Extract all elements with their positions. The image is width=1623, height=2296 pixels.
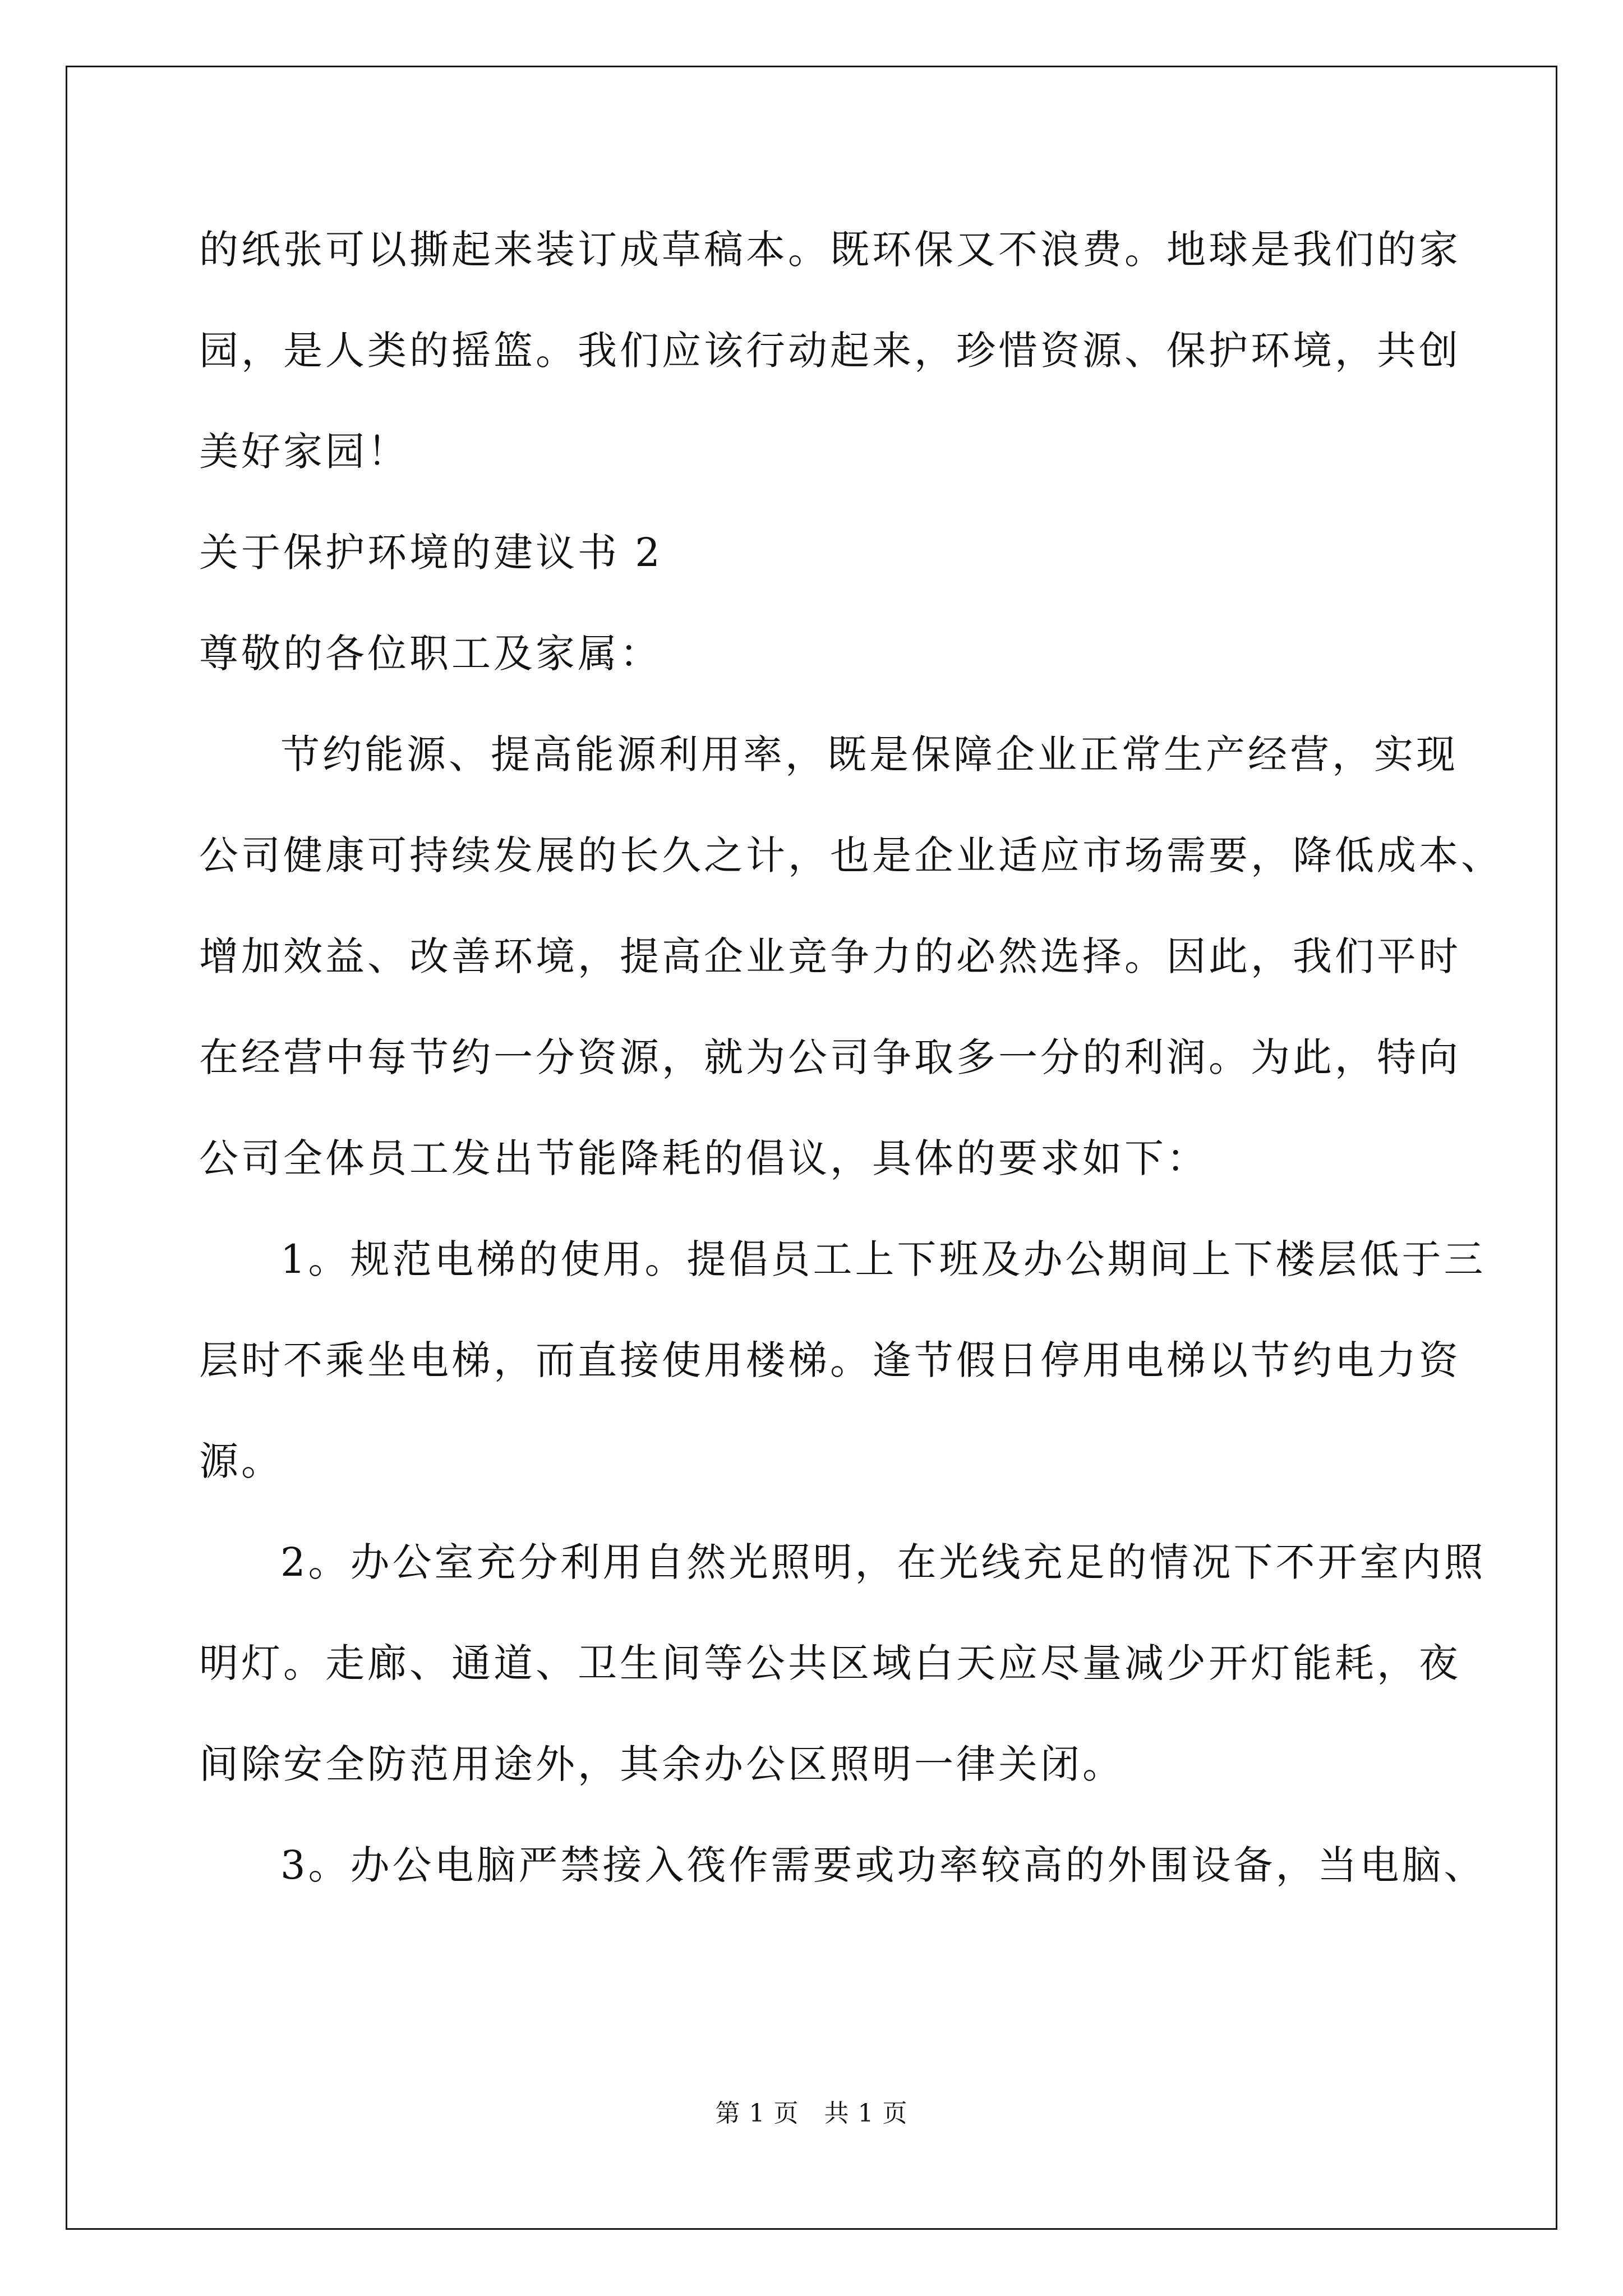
- text-line: 的纸张可以撕起来装订成草稿本。既环保又不浪费。地球是我们的家: [199, 227, 1461, 273]
- list-item-1-line: 源。: [199, 1438, 283, 1484]
- text-line: 美好家园！: [199, 429, 409, 475]
- list-item-3-line: 3。办公电脑严禁接入筏作需要或功率较高的外围设备，当电脑、: [280, 1842, 1486, 1888]
- section-title: 关于保护环境的建议书 2: [199, 530, 663, 576]
- list-item-2-line: 2。办公室充分利用自然光照明，在光线充足的情况下不开室内照: [280, 1539, 1486, 1585]
- text-line: 公司全体员工发出节能降耗的倡议，具体的要求如下：: [199, 1135, 1209, 1181]
- text-line: 节约能源、提高能源利用率，既是保障企业正常生产经营，实现: [280, 731, 1458, 777]
- list-item-2-line: 间除安全防范用途外，其余办公区照明一律关闭。: [199, 1741, 1124, 1787]
- text-line: 增加效益、改善环境，提高企业竞争力的必然选择。因此，我们平时: [199, 933, 1461, 979]
- text-line: 公司健康可持续发展的长久之计，也是企业适应市场需要，降低成本、: [199, 832, 1503, 878]
- salutation: 尊敬的各位职工及家属：: [199, 631, 662, 677]
- page-number-footer: 第 1 页 共 1 页: [715, 2099, 908, 2128]
- list-item-1-line: 1。规范电梯的使用。提倡员工上下班及办公期间上下楼层低于三: [280, 1236, 1486, 1282]
- text-line: 园，是人类的摇篮。我们应该行动起来，珍惜资源、保护环境，共创: [199, 328, 1461, 374]
- text-line: 在经营中每节约一分资源，就为公司争取多一分的利润。为此，特向: [199, 1034, 1461, 1080]
- list-item-2-line: 明灯。走廊、通道、卫生间等公共区域白天应尽量减少开灯能耗，夜: [199, 1640, 1461, 1686]
- list-item-1-line: 层时不乘坐电梯，而直接使用楼梯。逢节假日停用电梯以节约电力资: [199, 1337, 1461, 1383]
